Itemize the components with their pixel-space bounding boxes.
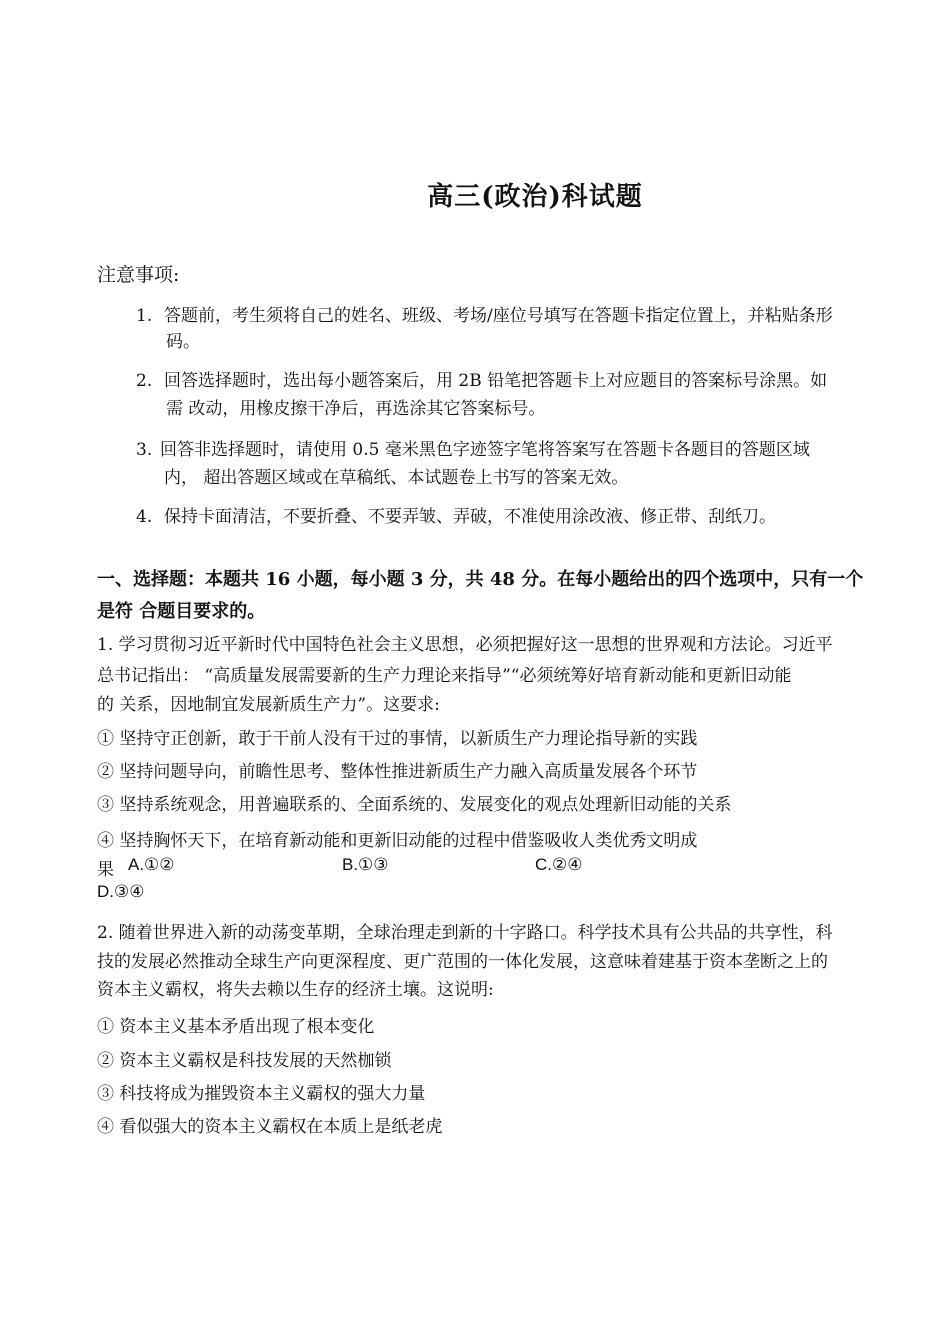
- question-2-stem-line2: 技的发展必然推动全球生产向更深程度、更广范围的一体化发展，这意味着建基于资本垄断之上的: [97, 952, 828, 972]
- question-1-option-c: C.②④: [535, 855, 583, 874]
- question-1-option-a: A.①②: [128, 855, 175, 874]
- question-2-statement-1: ① 资本主义基本矛盾出现了根本变化: [97, 1017, 375, 1037]
- notice-item-1-num: 1.: [136, 306, 153, 326]
- notice-item-2-line2: 需 改动，用橡皮擦干净后，再选涂其它答案标号。: [166, 399, 546, 419]
- question-2-statement-3: ③ 科技将成为摧毁资本主义霸权的强大力量: [97, 1084, 426, 1104]
- question-1-statement-4: ④ 坚持胸怀天下，在培育新动能和更新旧动能的过程中借鉴吸收人类优秀文明成: [97, 831, 698, 851]
- section-heading-line1: 一、选择题：本题共 16 小题，每小题 3 分，共 48 分。在每小题给出的四个选项中，只有一个: [97, 569, 864, 590]
- notice-heading: 注意事项:: [97, 264, 180, 286]
- notice-item-3-line1: 回答非选择题时，请使用 0.5 毫米黑色字迹签字笔将答案写在答题卡各题目的答题区域: [160, 440, 810, 460]
- section-heading-line2: 是符 合题目要求的。: [97, 601, 266, 622]
- question-1-stem-line2: 总书记指出： “高质量发展需要新的生产力理论来指导”“必须统筹好培育新动能和更新旧动能: [97, 666, 792, 686]
- question-1-statement-2: ② 坚持问题导向，前瞻性思考、整体性推进新质生产力融入高质量发展各个环节: [97, 762, 698, 782]
- question-1-statement-4-cont: 果: [97, 860, 114, 880]
- question-1-statement-3: ③ 坚持系统观念，用普遍联系的、全面系统的、发展变化的观点处理新旧动能的关系: [97, 795, 732, 815]
- notice-item-4-line1: 保持卡面清洁，不要折叠、不要弄皱、弄破，不准使用涂改液、修正带、刮纸刀。: [164, 507, 776, 527]
- notice-item-3-line2: 内， 超出答题区域或在草稿纸、本试题卷上书写的答案无效。: [164, 468, 629, 488]
- notice-item-2-line1: 回答选择题时，选出每小题答案后，用 2B 铅笔把答题卡上对应题目的答案标号涂黑。如: [164, 371, 828, 391]
- question-1-stem-line1: 1. 学习贯彻习近平新时代中国特色社会主义思想，必须把握好这一思想的世界观和方法论。习近平: [97, 635, 833, 655]
- question-2-stem-line3: 资本主义霸权，将失去赖以生存的经济土壤。这说明:: [97, 980, 494, 1000]
- question-2-statement-2: ② 资本主义霸权是科技发展的天然枷锁: [97, 1051, 392, 1071]
- question-1-statement-1: ① 坚持守正创新，敢于干前人没有干过的事情，以新质生产力理论指导新的实践: [97, 729, 698, 749]
- notice-item-2-num: 2.: [136, 371, 153, 391]
- question-2-stem-line1: 2. 随着世界进入新的动荡变革期，全球治理走到新的十字路口。科学技术具有公共品的共享性，科: [97, 923, 833, 943]
- notice-item-1-line2: 码。: [166, 332, 200, 352]
- notice-item-3-num: 3.: [136, 440, 153, 460]
- question-1-option-d: D.③④: [97, 882, 145, 901]
- notice-item-4-num: 4.: [136, 507, 153, 527]
- question-2-statement-4: ④ 看似强大的资本主义霸权在本质上是纸老虎: [97, 1117, 443, 1137]
- page-title: 高三(政治)科试题: [427, 182, 643, 212]
- question-1-stem-line3: 的 关系，因地制宜发展新质生产力”。这要求:: [97, 695, 440, 715]
- notice-item-1-line1: 答题前，考生须将自己的姓名、班级、考场/座位号填写在答题卡指定位置上，并粘贴条形: [164, 306, 833, 326]
- question-1-option-b: B.①③: [342, 855, 389, 874]
